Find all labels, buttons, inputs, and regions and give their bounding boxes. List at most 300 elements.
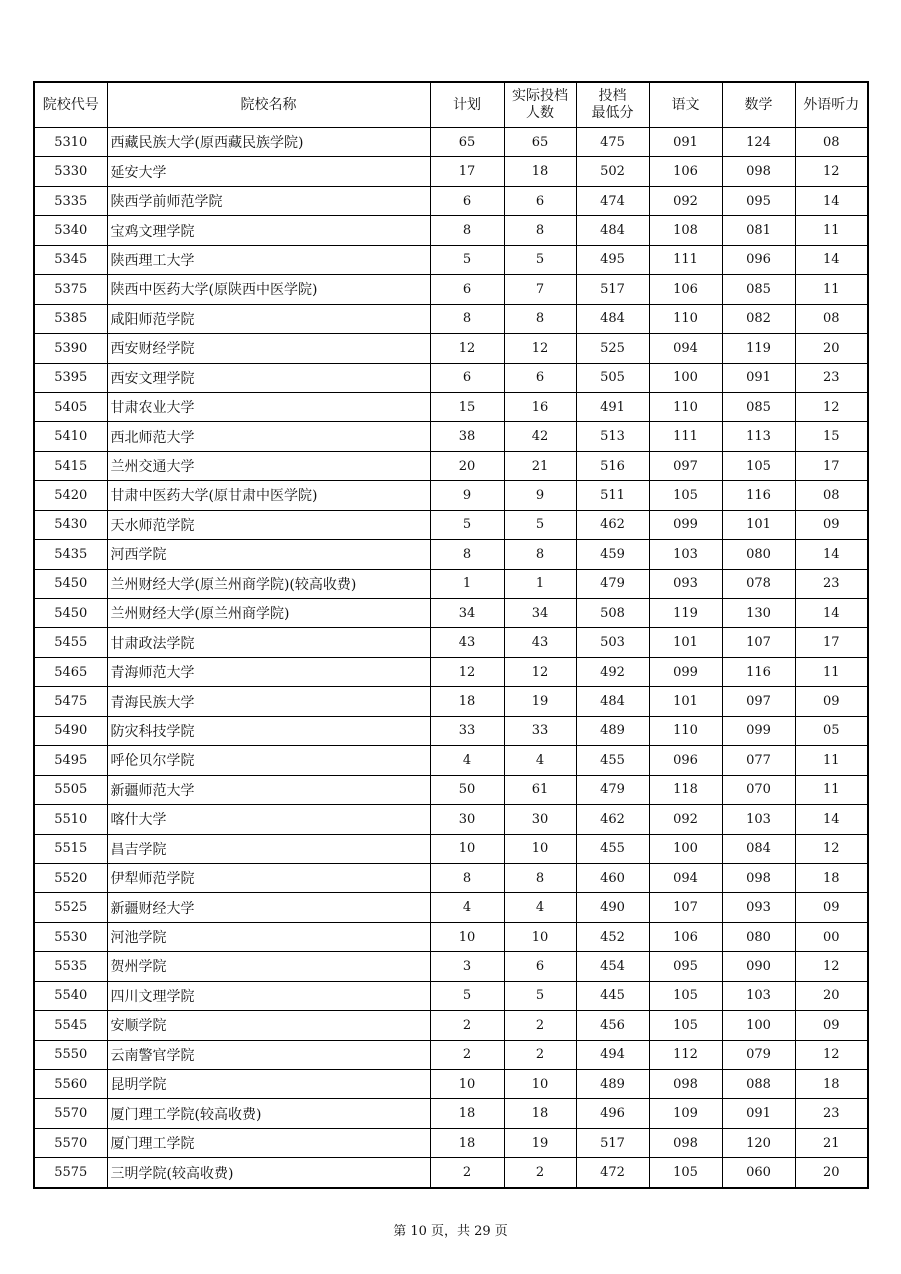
cell-actual: 12 [504,334,576,363]
cell-plan: 2 [430,1158,504,1188]
cell-code: 5535 [34,952,107,981]
cell-code: 5455 [34,628,107,657]
cell-math: 077 [722,746,795,775]
table-row [34,451,868,480]
cell-actual: 33 [504,716,576,745]
table-row [34,363,868,392]
cell-listening: 08 [795,304,868,333]
cell-plan: 10 [430,834,504,863]
cell-name: 西安财经学院 [107,334,430,363]
cell-name: 三明学院(较高收费) [107,1158,430,1188]
cell-min-score: 508 [576,599,649,628]
cell-chinese: 105 [649,1158,722,1188]
header-chinese: 语文 [649,82,722,128]
cell-min-score: 459 [576,540,649,569]
header-listening: 外语听力 [795,82,868,128]
cell-chinese: 101 [649,687,722,716]
cell-listening: 11 [795,775,868,804]
cell-code: 5550 [34,1040,107,1069]
cell-code: 5340 [34,216,107,245]
cell-plan: 8 [430,863,504,892]
cell-plan: 30 [430,805,504,834]
cell-plan: 8 [430,540,504,569]
cell-listening: 05 [795,716,868,745]
table-row [34,334,868,363]
cell-code: 5435 [34,540,107,569]
cell-listening: 21 [795,1128,868,1157]
header-code: 院校代号 [34,82,107,128]
cell-min-score: 492 [576,657,649,686]
cell-math: 085 [722,275,795,304]
cell-math: 098 [722,863,795,892]
cell-min-score: 495 [576,245,649,274]
cell-name: 西藏民族大学(原西藏民族学院) [107,128,430,157]
cell-min-score: 516 [576,451,649,480]
cell-listening: 12 [795,157,868,186]
cell-actual: 61 [504,775,576,804]
cell-chinese: 095 [649,952,722,981]
cell-code: 5475 [34,687,107,716]
cell-math: 091 [722,363,795,392]
cell-plan: 5 [430,245,504,274]
cell-code: 5330 [34,157,107,186]
cell-name: 防灾科技学院 [107,716,430,745]
cell-listening: 08 [795,481,868,510]
cell-math: 084 [722,834,795,863]
cell-listening: 20 [795,981,868,1010]
cell-plan: 2 [430,1011,504,1040]
table-row [34,657,868,686]
cell-listening: 11 [795,216,868,245]
cell-listening: 17 [795,628,868,657]
cell-chinese: 098 [649,1128,722,1157]
table-row [34,893,868,922]
cell-chinese: 100 [649,834,722,863]
cell-plan: 6 [430,186,504,215]
cell-min-score: 513 [576,422,649,451]
cell-plan: 5 [430,981,504,1010]
cell-listening: 09 [795,1011,868,1040]
cell-min-score: 489 [576,1070,649,1099]
cell-min-score: 496 [576,1099,649,1128]
cell-name: 兰州财经大学(原兰州商学院) [107,599,430,628]
cell-math: 078 [722,569,795,598]
table-row [34,834,868,863]
cell-chinese: 110 [649,304,722,333]
cell-chinese: 094 [649,863,722,892]
cell-actual: 10 [504,922,576,951]
cell-math: 085 [722,392,795,421]
cell-math: 119 [722,334,795,363]
cell-chinese: 091 [649,128,722,157]
table-row [34,628,868,657]
cell-min-score: 489 [576,716,649,745]
cell-chinese: 108 [649,216,722,245]
cell-math: 081 [722,216,795,245]
table-row [34,1070,868,1099]
cell-code: 5450 [34,599,107,628]
cell-listening: 09 [795,687,868,716]
cell-listening: 12 [795,952,868,981]
cell-actual: 10 [504,1070,576,1099]
cell-math: 101 [722,510,795,539]
cell-actual: 30 [504,805,576,834]
cell-actual: 65 [504,128,576,157]
cell-plan: 10 [430,1070,504,1099]
cell-listening: 12 [795,1040,868,1069]
cell-listening: 14 [795,599,868,628]
table-row [34,128,868,157]
cell-name: 青海师范大学 [107,657,430,686]
header-min-line1: 投档 [598,88,627,104]
header-actual-line2: 人数 [526,105,554,121]
cell-math: 124 [722,128,795,157]
table-row [34,392,868,421]
page-footer: 第 10 页，共 29 页 [393,1224,508,1239]
cell-plan: 9 [430,481,504,510]
table-row [34,1040,868,1069]
cell-listening: 11 [795,657,868,686]
cell-min-score: 455 [576,746,649,775]
cell-listening: 18 [795,863,868,892]
cell-code: 5490 [34,716,107,745]
header-math: 数学 [722,82,795,128]
header-name: 院校名称 [107,82,430,128]
cell-listening: 14 [795,186,868,215]
cell-plan: 34 [430,599,504,628]
cell-name: 厦门理工学院 [107,1128,430,1157]
cell-code: 5410 [34,422,107,451]
cell-code: 5385 [34,304,107,333]
cell-plan: 6 [430,275,504,304]
cell-actual: 6 [504,952,576,981]
cell-actual: 8 [504,216,576,245]
cell-listening: 18 [795,1070,868,1099]
cell-chinese: 106 [649,922,722,951]
cell-chinese: 101 [649,628,722,657]
cell-math: 060 [722,1158,795,1188]
cell-code: 5520 [34,863,107,892]
cell-min-score: 484 [576,216,649,245]
table-row [34,422,868,451]
cell-code: 5395 [34,363,107,392]
cell-listening: 11 [795,275,868,304]
cell-math: 096 [722,245,795,274]
cell-plan: 50 [430,775,504,804]
cell-name: 河池学院 [107,922,430,951]
header-actual [504,82,576,128]
cell-actual: 2 [504,1011,576,1040]
cell-chinese: 106 [649,275,722,304]
cell-name: 云南警官学院 [107,1040,430,1069]
table-row [34,510,868,539]
cell-plan: 18 [430,1099,504,1128]
cell-chinese: 106 [649,157,722,186]
cell-code: 5540 [34,981,107,1010]
table-row [34,304,868,333]
cell-listening: 09 [795,893,868,922]
cell-name: 西北师范大学 [107,422,430,451]
cell-actual: 8 [504,863,576,892]
table-row [34,1099,868,1128]
cell-code: 5570 [34,1128,107,1157]
cell-actual: 18 [504,1099,576,1128]
cell-plan: 17 [430,157,504,186]
cell-chinese: 098 [649,1070,722,1099]
table-row [34,1158,868,1188]
cell-min-score: 460 [576,863,649,892]
cell-listening: 20 [795,334,868,363]
table-row [34,922,868,951]
cell-math: 093 [722,893,795,922]
cell-min-score: 475 [576,128,649,157]
cell-actual: 5 [504,510,576,539]
cell-name: 甘肃中医药大学(原甘肃中医学院) [107,481,430,510]
cell-math: 088 [722,1070,795,1099]
cell-name: 四川文理学院 [107,981,430,1010]
cell-code: 5335 [34,186,107,215]
cell-code: 5515 [34,834,107,863]
cell-plan: 2 [430,1040,504,1069]
cell-plan: 5 [430,510,504,539]
table-row [34,275,868,304]
cell-min-score: 452 [576,922,649,951]
table-row [34,1128,868,1157]
cell-name: 河西学院 [107,540,430,569]
cell-chinese: 099 [649,510,722,539]
table-row [34,216,868,245]
cell-chinese: 110 [649,716,722,745]
cell-plan: 3 [430,952,504,981]
cell-chinese: 111 [649,422,722,451]
cell-chinese: 105 [649,981,722,1010]
header-actual-line1: 实际投档 [512,88,568,104]
cell-min-score: 517 [576,1128,649,1157]
cell-name: 喀什大学 [107,805,430,834]
cell-actual: 8 [504,540,576,569]
cell-chinese: 105 [649,1011,722,1040]
cell-code: 5545 [34,1011,107,1040]
cell-actual: 1 [504,569,576,598]
cell-name: 安顺学院 [107,1011,430,1040]
cell-name: 青海民族大学 [107,687,430,716]
cell-math: 091 [722,1099,795,1128]
cell-name: 呼伦贝尔学院 [107,746,430,775]
cell-chinese: 111 [649,245,722,274]
cell-code: 5525 [34,893,107,922]
cell-chinese: 110 [649,392,722,421]
cell-chinese: 092 [649,805,722,834]
cell-min-score: 490 [576,893,649,922]
cell-math: 113 [722,422,795,451]
cell-math: 099 [722,716,795,745]
cell-math: 130 [722,599,795,628]
table-row [34,746,868,775]
cell-plan: 38 [430,422,504,451]
cell-name: 厦门理工学院(较高收费) [107,1099,430,1128]
cell-math: 100 [722,1011,795,1040]
cell-code: 5390 [34,334,107,363]
cell-min-score: 503 [576,628,649,657]
cell-code: 5510 [34,805,107,834]
cell-name: 甘肃农业大学 [107,392,430,421]
cell-name: 陕西学前师范学院 [107,186,430,215]
cell-listening: 08 [795,128,868,157]
cell-listening: 14 [795,540,868,569]
table-row [34,157,868,186]
cell-listening: 17 [795,451,868,480]
table-row [34,569,868,598]
cell-name: 贺州学院 [107,952,430,981]
cell-actual: 5 [504,245,576,274]
cell-min-score: 479 [576,569,649,598]
cell-math: 116 [722,657,795,686]
cell-actual: 6 [504,186,576,215]
cell-code: 5560 [34,1070,107,1099]
cell-actual: 19 [504,687,576,716]
table-row [34,952,868,981]
table-row [34,716,868,745]
cell-actual: 4 [504,746,576,775]
cell-actual: 12 [504,657,576,686]
cell-min-score: 462 [576,805,649,834]
cell-name: 陕西中医药大学(原陕西中医学院) [107,275,430,304]
cell-actual: 9 [504,481,576,510]
cell-code: 5405 [34,392,107,421]
table-row [34,599,868,628]
cell-listening: 11 [795,746,868,775]
header-plan: 计划 [430,82,504,128]
cell-actual: 7 [504,275,576,304]
cell-code: 5495 [34,746,107,775]
cell-chinese: 100 [649,363,722,392]
cell-name: 宝鸡文理学院 [107,216,430,245]
cell-name: 天水师范学院 [107,510,430,539]
cell-min-score: 472 [576,1158,649,1188]
header-min-line2: 最低分 [591,105,634,121]
cell-name: 延安大学 [107,157,430,186]
table-row [34,775,868,804]
cell-name: 西安文理学院 [107,363,430,392]
cell-math: 080 [722,540,795,569]
cell-min-score: 484 [576,304,649,333]
cell-math: 070 [722,775,795,804]
cell-actual: 21 [504,451,576,480]
cell-min-score: 505 [576,363,649,392]
cell-math: 082 [722,304,795,333]
cell-plan: 18 [430,1128,504,1157]
cell-chinese: 094 [649,334,722,363]
cell-chinese: 105 [649,481,722,510]
cell-actual: 18 [504,157,576,186]
cell-listening: 09 [795,510,868,539]
cell-plan: 65 [430,128,504,157]
cell-name: 昌吉学院 [107,834,430,863]
cell-plan: 4 [430,893,504,922]
cell-listening: 23 [795,1099,868,1128]
cell-code: 5465 [34,657,107,686]
cell-code: 5345 [34,245,107,274]
cell-math: 095 [722,186,795,215]
cell-math: 105 [722,451,795,480]
cell-min-score: 502 [576,157,649,186]
cell-name: 伊犁师范学院 [107,863,430,892]
cell-actual: 43 [504,628,576,657]
cell-plan: 15 [430,392,504,421]
cell-plan: 1 [430,569,504,598]
cell-math: 120 [722,1128,795,1157]
table-row [34,186,868,215]
table-row [34,245,868,274]
cell-chinese: 099 [649,657,722,686]
cell-actual: 8 [504,304,576,333]
cell-math: 103 [722,805,795,834]
cell-name: 甘肃政法学院 [107,628,430,657]
cell-math: 107 [722,628,795,657]
cell-name: 兰州交通大学 [107,451,430,480]
cell-plan: 6 [430,363,504,392]
cell-min-score: 494 [576,1040,649,1069]
cell-listening: 23 [795,363,868,392]
cell-actual: 16 [504,392,576,421]
table-row [34,863,868,892]
cell-chinese: 107 [649,893,722,922]
cell-actual: 19 [504,1128,576,1157]
cell-actual: 4 [504,893,576,922]
cell-plan: 4 [430,746,504,775]
table-row [34,805,868,834]
table-body [34,128,868,1188]
cell-chinese: 097 [649,451,722,480]
cell-code: 5430 [34,510,107,539]
cell-chinese: 118 [649,775,722,804]
cell-min-score: 525 [576,334,649,363]
admissions-sheet [33,81,867,1189]
cell-name: 新疆师范大学 [107,775,430,804]
cell-listening: 20 [795,1158,868,1188]
cell-listening: 14 [795,245,868,274]
cell-code: 5575 [34,1158,107,1188]
cell-code: 5420 [34,481,107,510]
cell-name: 昆明学院 [107,1070,430,1099]
cell-code: 5310 [34,128,107,157]
admissions-table [33,81,869,1189]
cell-chinese: 093 [649,569,722,598]
cell-chinese: 103 [649,540,722,569]
cell-code: 5570 [34,1099,107,1128]
cell-math: 079 [722,1040,795,1069]
cell-math: 090 [722,952,795,981]
cell-min-score: 454 [576,952,649,981]
table-row [34,981,868,1010]
cell-min-score: 456 [576,1011,649,1040]
cell-code: 5415 [34,451,107,480]
table-row [34,540,868,569]
cell-code: 5530 [34,922,107,951]
cell-chinese: 096 [649,746,722,775]
cell-listening: 00 [795,922,868,951]
cell-min-score: 455 [576,834,649,863]
cell-chinese: 109 [649,1099,722,1128]
cell-code: 5375 [34,275,107,304]
cell-min-score: 484 [576,687,649,716]
cell-chinese: 119 [649,599,722,628]
cell-actual: 5 [504,981,576,1010]
cell-min-score: 474 [576,186,649,215]
cell-code: 5450 [34,569,107,598]
cell-actual: 42 [504,422,576,451]
cell-plan: 43 [430,628,504,657]
